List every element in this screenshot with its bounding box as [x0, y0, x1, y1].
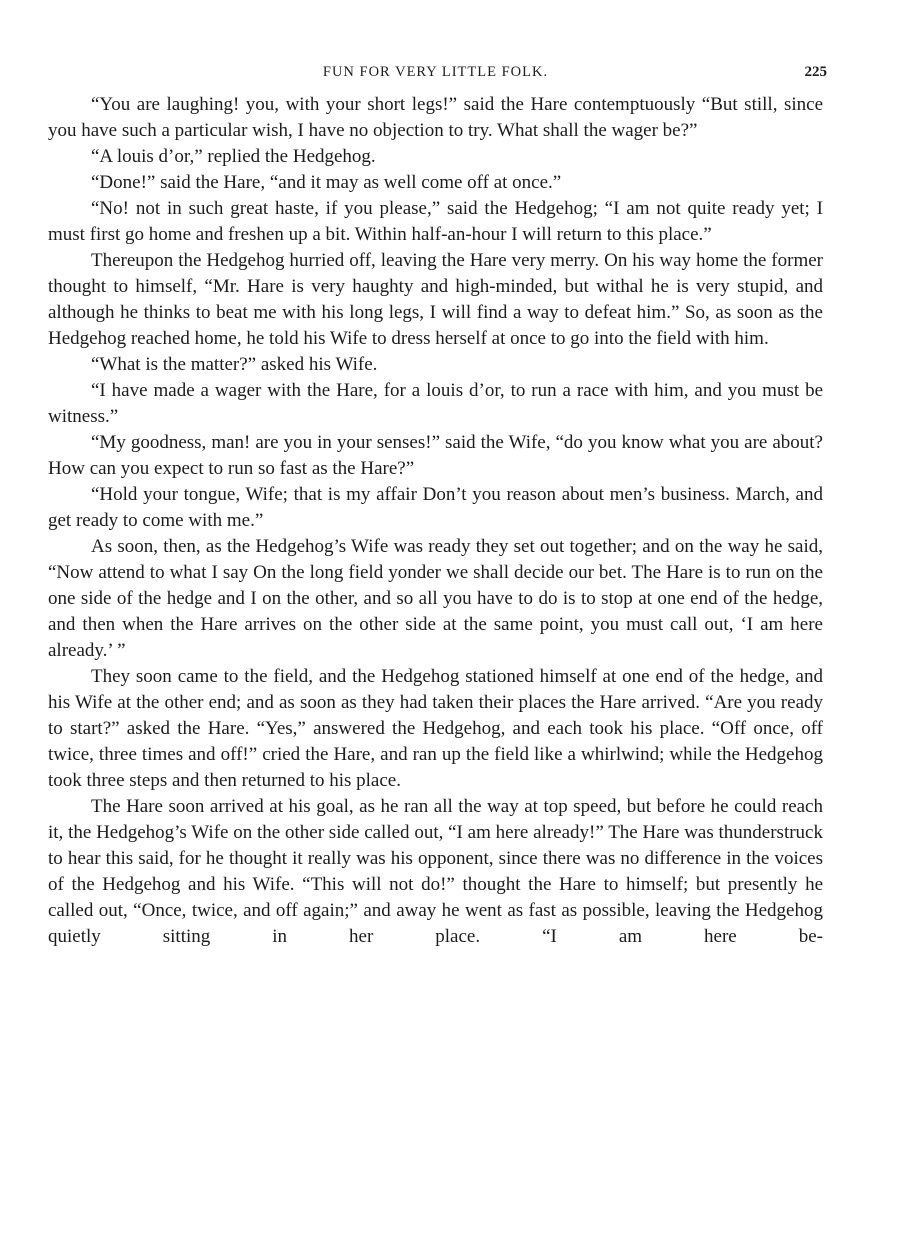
- paragraph: “What is the matter?” asked his Wife.: [91, 354, 378, 375]
- paragraph: Thereupon the Hedgehog hurried off, leaving the Hare very merry. On his way home the former thought to himself, “Mr. Hare is very haughty and high-minded, but withal he is very stupid, and although he thinks to beat me with his long legs, I will find a way to defeat him.” So, as soon as the Hedgehog reached home, he told his Wife to dress herself at once to go into the field with him.: [48, 250, 823, 349]
- paragraph: “Done!” said the Hare, “and it may as well come off at once.”: [91, 172, 562, 193]
- book-page: [48, 58, 827, 950]
- paragraph: “No! not in such great haste, if you please,” said the Hedgehog; “I am not quite ready yet; I must first go home and freshen up a bit. Within half-an-hour I will return to this place.”: [48, 198, 823, 245]
- paragraph: They soon came to the field, and the Hedgehog stationed himself at one end of the hedge, and his Wife at the other end; and as soon as they had taken their places the Hare arrived. “Are you ready to start?” asked the Hare. “Yes,” answered the Hedgehog, and each took his place. “Off once, off twice, three times and off!” cried the Hare, and ran up the field like a whirlwind; while the Hedgehog took three steps and then returned to his place.: [48, 666, 823, 791]
- paragraph: The Hare soon arrived at his goal, as he ran all the way at top speed, but before he could reach it, the Hedgehog’s Wife on the other side called out, “I am here already!” The Hare was thunderstruck to hear this said, for he thought it really was his opponent, since there was no difference in the voices of the Hedgehog and his Wife. “This will not do!” thought the Hare to himself; but presently he called out, “Once, twice, and off again;” and away he went as fast as possible, leaving the Hedgehog quietly sitting in her place. “I am here be-: [48, 796, 823, 947]
- paragraph: “A louis d’or,” replied the Hedgehog.: [91, 146, 376, 167]
- paragraph: “Hold your tongue, Wife; that is my affair Don’t you reason about men’s business. March, and get ready to come with me.”: [48, 484, 823, 531]
- page-number: 225: [804, 64, 827, 80]
- paragraph: “You are laughing! you, with your short legs!” said the Hare contemptuously “But still, since you have such a particular wish, I have no objection to try. What shall the wager be?”: [48, 94, 823, 141]
- running-head: [48, 58, 827, 92]
- paragraph: “I have made a wager with the Hare, for a louis d’or, to run a race with him, and you must be witness.”: [48, 380, 823, 427]
- body-text: [48, 92, 823, 950]
- paragraph: “My goodness, man! are you in your senses!” said the Wife, “do you know what you are about? How can you expect to run so fast as the Hare?”: [48, 432, 823, 479]
- paragraph: As soon, then, as the Hedgehog’s Wife was ready they set out together; and on the way he said, “Now attend to what I say On the long field yonder we shall decide our bet. The Hare is to run on the one side of the hedge and I on the other, and so all you have to do is to stop at one end of the hedge, and then when the Hare arrives on the other side at the same point, you must call out, ‘I am here already.’ ”: [48, 536, 823, 661]
- running-title: FUN FOR VERY LITTLE FOLK.: [322, 64, 549, 80]
